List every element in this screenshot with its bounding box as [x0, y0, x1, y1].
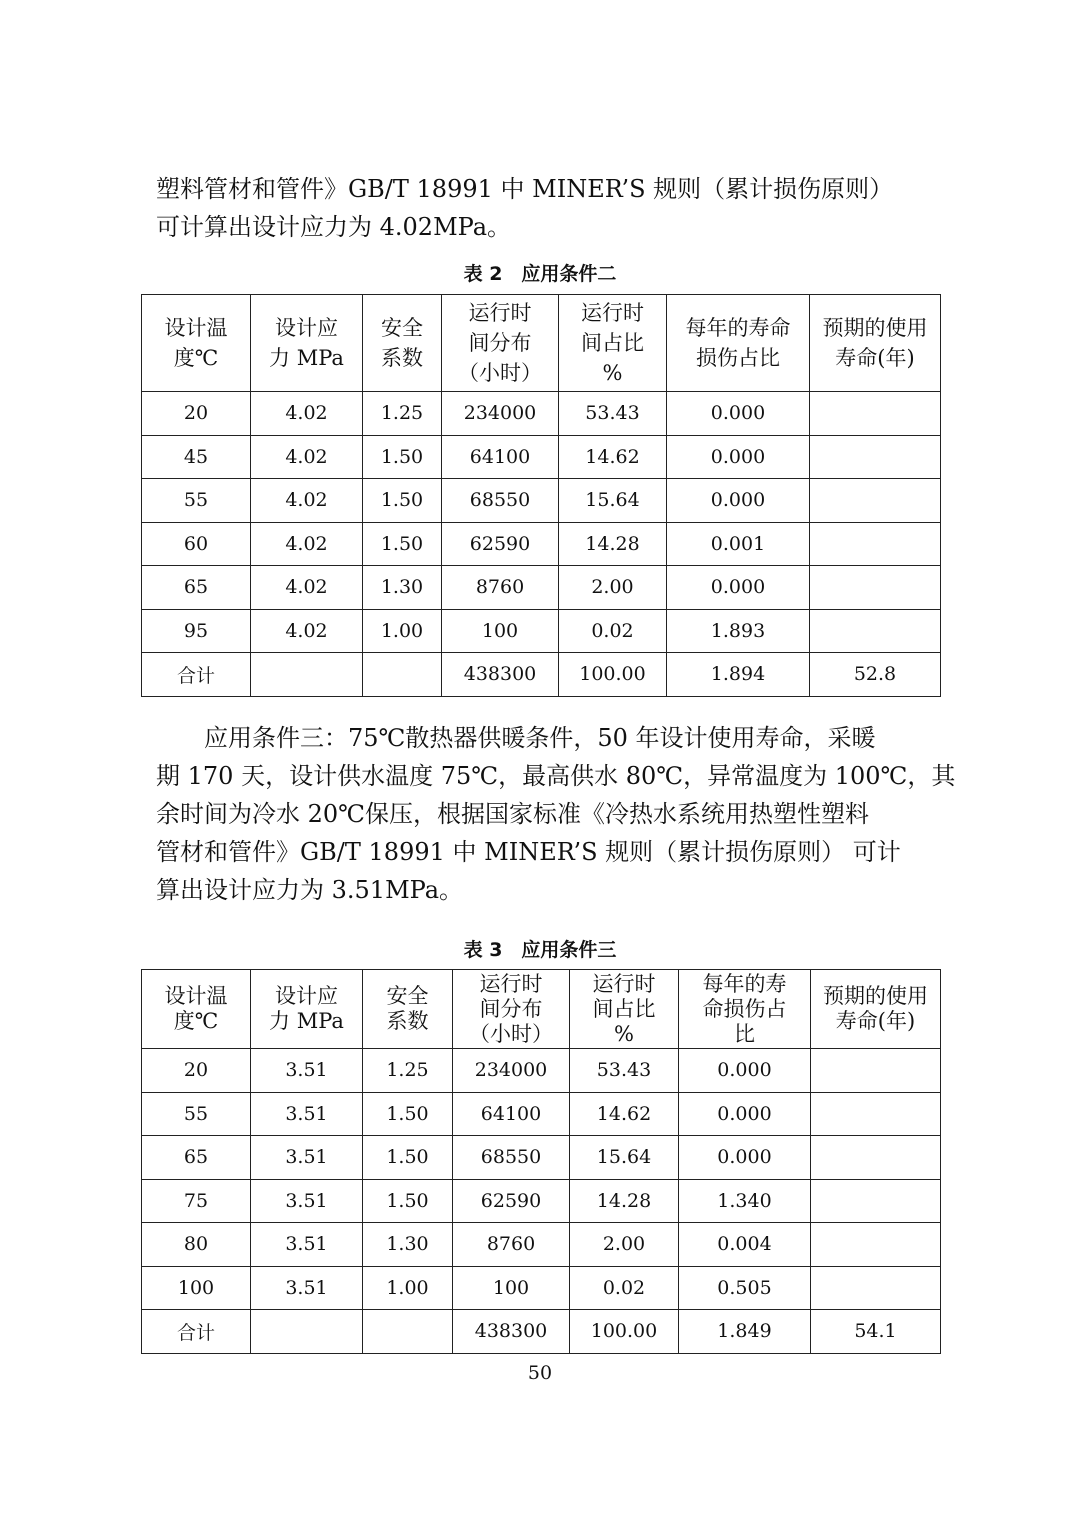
table-cell: 438300: [442, 653, 559, 697]
column-header-line: 度℃: [173, 1009, 219, 1033]
table-3: [141, 969, 941, 1354]
column-header: [811, 970, 941, 1049]
table-cell: 1.00: [363, 609, 442, 653]
table-cell: 1.894: [667, 653, 810, 697]
table-cell: 1.25: [363, 1049, 453, 1093]
column-header-line: 运行时: [468, 301, 532, 325]
table-cell: 15.64: [559, 479, 667, 523]
column-header-line: 运行时: [479, 971, 543, 996]
table-cell: 68550: [453, 1136, 570, 1180]
page-number: 50: [527, 1362, 553, 1384]
column-header-line: 寿命(年): [835, 346, 915, 370]
table-cell: [811, 1092, 941, 1136]
column-header-line: %: [614, 1021, 634, 1046]
table-cell: 3.51: [251, 1223, 363, 1267]
column-header: [667, 295, 810, 392]
table-cell: 4.02: [251, 566, 363, 610]
column-header-line: 力 MPa: [269, 346, 344, 370]
table-cell: 438300: [453, 1310, 570, 1354]
table-cell: [810, 609, 941, 653]
column-header-line: 间占比: [581, 331, 644, 355]
table-cell: 65: [142, 566, 251, 610]
table-cell: 3.51: [251, 1266, 363, 1310]
table-cell: 合计: [142, 1310, 251, 1354]
paragraph-line: 管材和管件》GB/T 18991 中 MINER’S 规则（累计损伤原则） 可计: [156, 838, 901, 866]
table-cell: 52.8: [810, 653, 941, 697]
table-cell: [810, 479, 941, 523]
column-header-line: 设计应: [275, 984, 338, 1008]
column-header: [251, 295, 363, 392]
table-cell: [811, 1179, 941, 1223]
table-cell: 1.50: [363, 1092, 453, 1136]
table-cell: 4.02: [251, 522, 363, 566]
table-cell: 1.25: [363, 392, 442, 436]
table-cell: 1.893: [667, 609, 810, 653]
column-header: [559, 295, 667, 392]
column-header-line: 设计温: [164, 984, 228, 1008]
table-cell: 62590: [453, 1179, 570, 1223]
column-header-line: 比: [734, 1021, 755, 1046]
table-cell: 100: [453, 1266, 570, 1310]
paragraph-2: [156, 719, 956, 909]
table-row: [142, 392, 941, 436]
table-cell: 0.000: [667, 479, 810, 523]
table-row: [142, 1310, 941, 1354]
column-header: [679, 970, 811, 1049]
table-cell: [363, 1310, 453, 1354]
table-cell: 14.28: [559, 522, 667, 566]
column-header-line: （小时）: [458, 361, 542, 385]
column-header-line: 预期的使用: [822, 316, 928, 340]
table-cell: 1.50: [363, 1136, 453, 1180]
table-cell: [810, 566, 941, 610]
table-cell: 1.340: [679, 1179, 811, 1223]
paragraph-line: 期 170 天，设计供水温度 75℃，最高供水 80℃，异常温度为 100℃，其: [156, 762, 956, 790]
table-cell: 0.000: [679, 1049, 811, 1093]
column-header: [363, 295, 442, 392]
table-cell: 2.00: [570, 1223, 679, 1267]
table-row: [142, 653, 941, 697]
table-header-row: [142, 970, 941, 1049]
column-header: [442, 295, 559, 392]
table-cell: 54.1: [811, 1310, 941, 1354]
table-cell: 0.505: [679, 1266, 811, 1310]
table-cell: 3.51: [251, 1179, 363, 1223]
column-header-line: 运行时: [581, 301, 644, 325]
table-cell: 0.000: [679, 1136, 811, 1180]
table-cell: [811, 1136, 941, 1180]
column-header-line: 预期的使用: [823, 984, 928, 1008]
table-cell: 3.51: [251, 1136, 363, 1180]
column-header: [142, 295, 251, 392]
table-cell: 1.50: [363, 1179, 453, 1223]
table-cell: 20: [142, 1049, 251, 1093]
table-cell: 4.02: [251, 392, 363, 436]
table-cell: 55: [142, 479, 251, 523]
table-cell: 0.02: [570, 1266, 679, 1310]
paragraph-line: 算出设计应力为 3.51MPa。: [156, 876, 464, 904]
table-cell: [251, 653, 363, 697]
table-cell: 4.02: [251, 435, 363, 479]
table-cell: 100: [442, 609, 559, 653]
table-cell: [251, 1310, 363, 1354]
table-cell: 45: [142, 435, 251, 479]
table-cell: [811, 1266, 941, 1310]
table-cell: 0.000: [679, 1092, 811, 1136]
table-cell: 0.000: [667, 392, 810, 436]
table-cell: 8760: [453, 1223, 570, 1267]
table-cell: 53.43: [559, 392, 667, 436]
table-cell: 100.00: [570, 1310, 679, 1354]
column-header: [570, 970, 679, 1049]
table-cell: 234000: [453, 1049, 570, 1093]
table-cell: 20: [142, 392, 251, 436]
table-row: [142, 435, 941, 479]
paragraph-line: 可计算出设计应力为 4.02MPa。: [156, 213, 512, 241]
column-header-line: 间分布: [479, 996, 543, 1021]
table-header-row: [142, 295, 941, 392]
table-cell: [810, 392, 941, 436]
table-row: [142, 1266, 941, 1310]
table-cell: 234000: [442, 392, 559, 436]
table-cell: 3.51: [251, 1092, 363, 1136]
column-header-line: 命损伤占: [702, 996, 787, 1021]
table-2-caption: 表 2 应用条件二: [463, 263, 617, 285]
column-header-line: 每年的寿: [702, 971, 787, 996]
table-cell: 65: [142, 1136, 251, 1180]
column-header-line: 系数: [386, 1009, 429, 1033]
table-2: [141, 294, 941, 697]
table-cell: 53.43: [570, 1049, 679, 1093]
paragraph-line: 余时间为冷水 20℃保压，根据国家标准《冷热水系统用热塑性塑料: [156, 800, 870, 828]
table-cell: 0.000: [667, 566, 810, 610]
table-cell: [363, 653, 442, 697]
table-cell: 4.02: [251, 479, 363, 523]
column-header-line: 间分布: [468, 331, 532, 355]
paragraph-line: 塑料管材和管件》GB/T 18991 中 MINER’S 规则（累计损伤原则）: [156, 175, 894, 203]
table-cell: 1.30: [363, 1223, 453, 1267]
column-header: [142, 970, 251, 1049]
table-row: [142, 566, 941, 610]
column-header-line: （小时）: [469, 1021, 553, 1046]
table-cell: 1.849: [679, 1310, 811, 1354]
table-cell: 14.28: [570, 1179, 679, 1223]
column-header-line: 寿命(年): [835, 1009, 916, 1033]
table-cell: 100.00: [559, 653, 667, 697]
column-header-line: 力 MPa: [269, 1009, 344, 1033]
table-cell: 合计: [142, 653, 251, 697]
table-cell: 55: [142, 1092, 251, 1136]
table-cell: 14.62: [570, 1092, 679, 1136]
table-row: [142, 479, 941, 523]
table-cell: 15.64: [570, 1136, 679, 1180]
table-cell: 1.00: [363, 1266, 453, 1310]
table-cell: [810, 522, 941, 566]
table-cell: 100: [142, 1266, 251, 1310]
column-header-line: 安全: [386, 984, 429, 1008]
table-row: [142, 1049, 941, 1093]
table-row: [142, 609, 941, 653]
table-cell: [810, 435, 941, 479]
table-cell: 0.02: [559, 609, 667, 653]
table-3-caption: 表 3 应用条件三: [463, 939, 617, 961]
table-cell: 95: [142, 609, 251, 653]
table-cell: 1.50: [363, 435, 442, 479]
column-header-line: 度℃: [173, 346, 219, 370]
table-cell: 0.004: [679, 1223, 811, 1267]
column-header-line: 安全: [381, 316, 423, 340]
table-cell: 64100: [453, 1092, 570, 1136]
paragraph-line: 应用条件三：75℃散热器供暖条件，50 年设计使用寿命，采暖: [156, 724, 876, 752]
column-header: [363, 970, 453, 1049]
table-cell: 68550: [442, 479, 559, 523]
column-header-line: 损伤占比: [696, 346, 780, 370]
column-header-line: 间占比: [592, 996, 656, 1021]
table-cell: [811, 1223, 941, 1267]
table-cell: 14.62: [559, 435, 667, 479]
column-header: [251, 970, 363, 1049]
table-cell: 64100: [442, 435, 559, 479]
table-cell: 80: [142, 1223, 251, 1267]
table-cell: 1.30: [363, 566, 442, 610]
column-header: [453, 970, 570, 1049]
column-header-line: 设计温: [164, 316, 228, 340]
table-row: [142, 1223, 941, 1267]
table-cell: 1.50: [363, 522, 442, 566]
column-header-line: 运行时: [592, 971, 656, 996]
table-cell: 2.00: [559, 566, 667, 610]
table-cell: 1.50: [363, 479, 442, 523]
table-row: [142, 1092, 941, 1136]
column-header-line: %: [602, 361, 623, 385]
column-header-line: 设计应: [275, 316, 338, 340]
table-cell: 75: [142, 1179, 251, 1223]
table-cell: 60: [142, 522, 251, 566]
column-header: [810, 295, 941, 392]
table-row: [142, 1179, 941, 1223]
table-cell: 62590: [442, 522, 559, 566]
paragraph-1: [156, 170, 956, 246]
table-cell: 0.000: [667, 435, 810, 479]
table-row: [142, 522, 941, 566]
column-header-line: 系数: [381, 346, 423, 370]
table-cell: [811, 1049, 941, 1093]
table-cell: 0.001: [667, 522, 810, 566]
column-header-line: 每年的寿命: [685, 316, 791, 340]
table-cell: 8760: [442, 566, 559, 610]
table-cell: 4.02: [251, 609, 363, 653]
table-row: [142, 1136, 941, 1180]
table-cell: 3.51: [251, 1049, 363, 1093]
